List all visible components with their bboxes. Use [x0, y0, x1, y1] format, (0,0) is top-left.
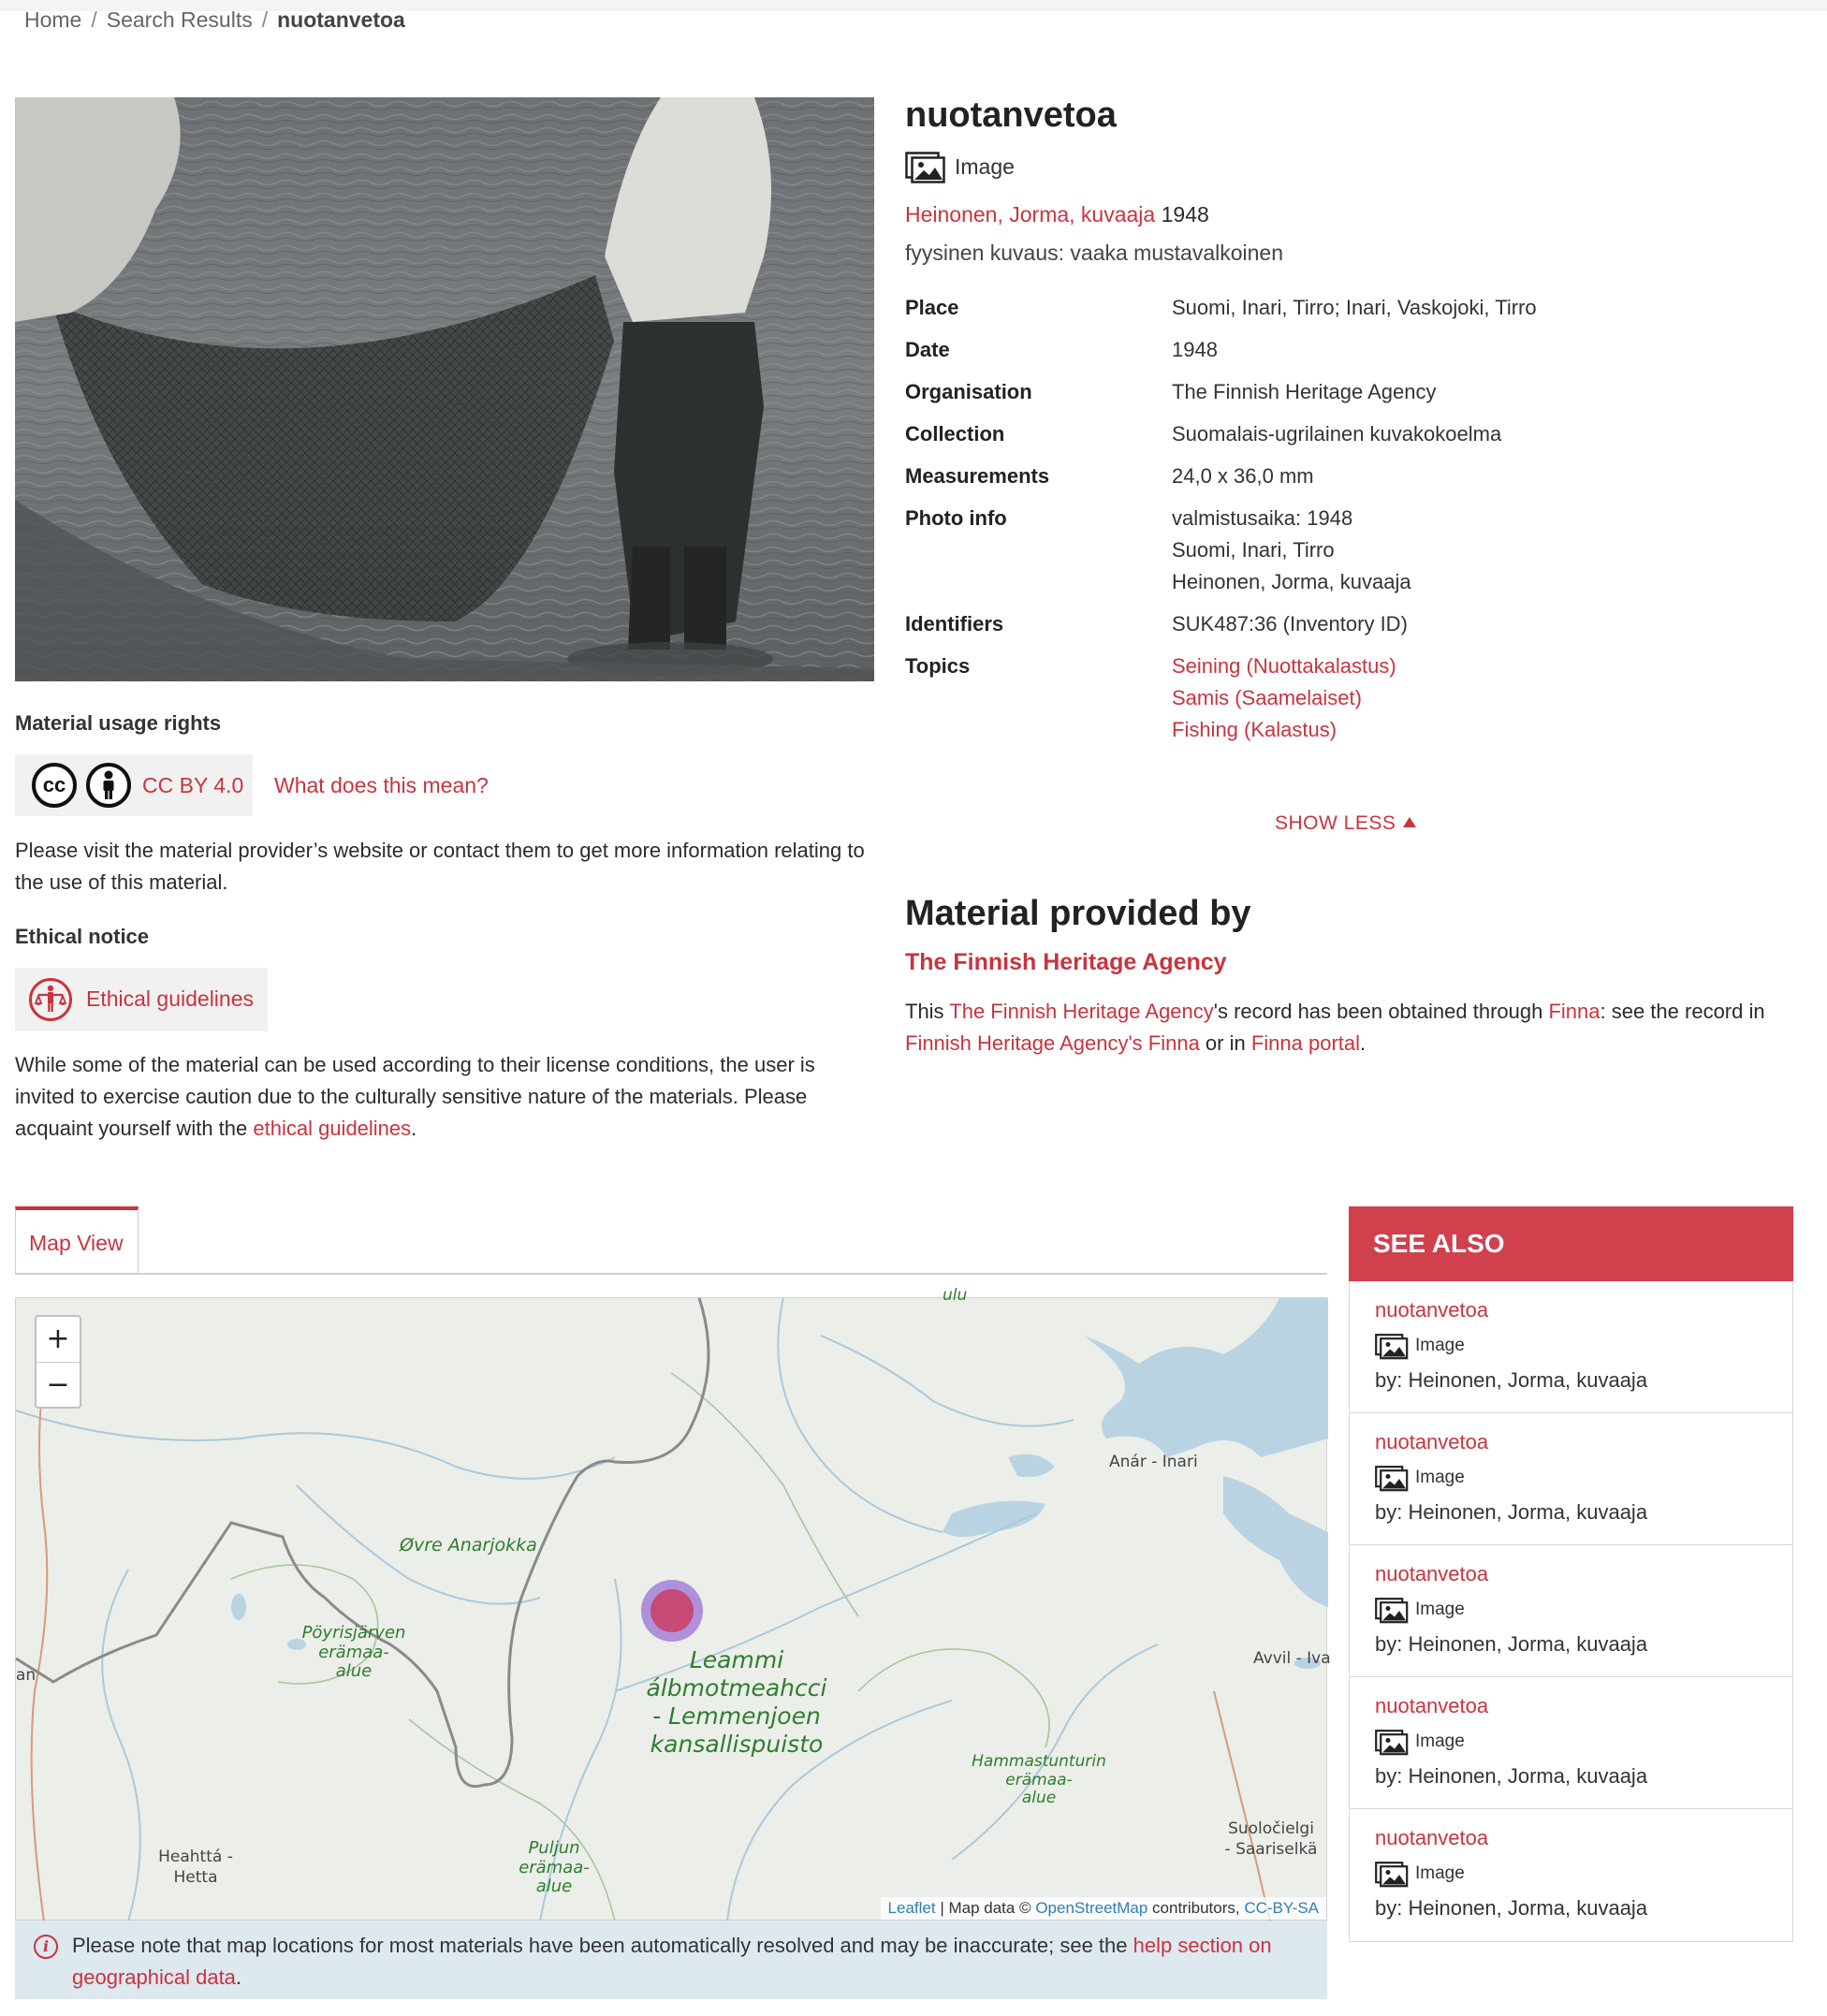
- see-also-item[interactable]: [1350, 1809, 1792, 1941]
- map-tabs: [15, 1206, 1327, 1275]
- see-also-format-label: Image: [1415, 1731, 1465, 1751]
- see-also-item[interactable]: [1350, 1413, 1792, 1545]
- map-label: Øvre Anarjokka: [400, 1535, 537, 1556]
- provider-text-part: .: [1360, 1031, 1367, 1055]
- tab-map-view-label: Map View: [29, 1231, 124, 1255]
- field-value: The Finnish Heritage Agency: [1172, 380, 1437, 403]
- field-value: 24,0 x 36,0 mm: [1172, 464, 1314, 488]
- see-also-panel: [1349, 1206, 1793, 1942]
- field-label: Topics: [905, 654, 971, 678]
- see-also-title-link[interactable]: nuotanvetoa: [1375, 1298, 1489, 1322]
- provider-text-part: or in: [1199, 1031, 1251, 1055]
- image-format-icon: [1375, 1730, 1409, 1756]
- local-finna-link[interactable]: Finnish Heritage Agency's Finna: [905, 1031, 1200, 1055]
- topic-link[interactable]: Seining (Nuottakalastus): [1172, 654, 1396, 678]
- image-format-icon: [1375, 1466, 1409, 1492]
- details-row-collection: [905, 418, 1804, 460]
- map-place-label: Anár - Inari: [1109, 1453, 1198, 1471]
- field-value: [1172, 650, 1804, 756]
- field-label: Place: [905, 296, 959, 319]
- see-also-item[interactable]: [1350, 1545, 1792, 1677]
- ethical-guidelines-label: Ethical guidelines: [86, 986, 255, 1011]
- see-also-item[interactable]: [1350, 1281, 1792, 1413]
- field-label: Organisation: [905, 380, 1032, 403]
- topic-link[interactable]: Samis (Saamelaiset): [1172, 686, 1362, 709]
- see-also-title-link[interactable]: nuotanvetoa: [1375, 1694, 1489, 1717]
- field-value: [1172, 503, 1804, 608]
- see-also-item[interactable]: [1350, 1677, 1792, 1809]
- photo-info-line: Suomi, Inari, Tirro: [1172, 538, 1335, 562]
- see-also-heading: SEE ALSO: [1349, 1206, 1793, 1281]
- photo-info-line: Heinonen, Jorma, kuvaaja: [1172, 570, 1411, 593]
- field-label: Measurements: [905, 464, 1050, 488]
- rights-note: Please visit the material provider’s website or contact them to get more information relating to the use of this material.: [15, 839, 865, 894]
- record-title: nuotanvetoa: [905, 95, 1117, 135]
- see-also-list: [1349, 1281, 1793, 1942]
- breadcrumb-separator: /: [261, 7, 269, 32]
- field-value: Suomi, Inari, Tirro; Inari, Vaskojoki, Tirro: [1172, 296, 1537, 319]
- tab-map-view[interactable]: [15, 1206, 139, 1273]
- field-value: 1948: [1172, 338, 1218, 361]
- provider-org-link[interactable]: The Finnish Heritage Agency: [905, 949, 1227, 975]
- map-label: ulu: [943, 1286, 968, 1305]
- physical-description: fyysinen kuvaus: vaaka mustavalkoinen: [905, 241, 1283, 265]
- ethical-text-end: .: [411, 1117, 417, 1140]
- see-also-author: by: Heinonen, Jorma, kuvaaja: [1375, 1896, 1648, 1920]
- provider-text-part: : see the record in: [1600, 1000, 1765, 1023]
- finna-link[interactable]: Finna: [1548, 1000, 1600, 1023]
- see-also-author: by: Heinonen, Jorma, kuvaaja: [1375, 1500, 1648, 1524]
- notice-text-part: Please note that map locations for most materials have been automatically resolved and may be inaccurate; see the: [72, 1934, 1133, 1957]
- topic-link[interactable]: Fishing (Kalastus): [1172, 718, 1337, 741]
- attribution-text: | Map data ©: [935, 1899, 1036, 1917]
- field-label: Collection: [905, 422, 1005, 446]
- image-format-icon: [1375, 1862, 1409, 1888]
- map-label: Hammastunturin erämaa- alue: [972, 1752, 1106, 1808]
- image-format-icon: [905, 152, 946, 183]
- breadcrumb-search-results[interactable]: Search Results: [106, 7, 253, 32]
- ethical-text: While some of the material can be used according to their license conditions, the user is invited to exercise caution due to the culturally sensitive nature of the materials. Please acquaint yourself with the: [15, 1053, 815, 1140]
- map-label: Puljun erämaa- alue: [519, 1838, 590, 1897]
- licence-help-link[interactable]: What does this mean?: [274, 773, 489, 797]
- leaflet-link[interactable]: Leaflet: [887, 1899, 936, 1917]
- ethical-guidelines-link[interactable]: ethical guidelines: [253, 1117, 412, 1140]
- see-also-format-label: Image: [1415, 1600, 1465, 1619]
- map-view[interactable]: [15, 1286, 1331, 1921]
- format-label: Image: [955, 154, 1015, 179]
- map-label: Leammi álbmotmeahcci - Lemmenjoen kansallispuisto: [646, 1646, 827, 1758]
- cc-icon: cc: [32, 763, 77, 808]
- show-less-button[interactable]: [1275, 812, 1416, 835]
- image-format-icon: [1375, 1334, 1409, 1360]
- provider-org-inline-link[interactable]: The Finnish Heritage Agency: [949, 1000, 1214, 1023]
- zoom-out-button[interactable]: −: [46, 1368, 70, 1401]
- breadcrumb-current: nuotanvetoa: [277, 7, 405, 32]
- attribution-text: contributors,: [1147, 1899, 1245, 1917]
- details-row-photo-info: [905, 503, 1804, 608]
- cc-by-sa-link[interactable]: CC-BY-SA: [1244, 1899, 1319, 1917]
- record-image[interactable]: [15, 97, 874, 681]
- provider-heading: Material provided by: [905, 894, 1251, 933]
- map-zoom-control: [35, 1315, 81, 1409]
- see-also-title-link[interactable]: nuotanvetoa: [1375, 1562, 1489, 1585]
- record-details-table: [905, 292, 1804, 756]
- see-also-author: by: Heinonen, Jorma, kuvaaja: [1375, 1632, 1648, 1656]
- map-place-label: an: [16, 1666, 37, 1685]
- licence-label[interactable]: CC BY 4.0: [142, 773, 244, 797]
- details-row-topics: [905, 650, 1804, 756]
- notice-text-part: .: [235, 1965, 242, 1989]
- ethical-notice-text: [15, 1049, 874, 1145]
- breadcrumb: [24, 7, 405, 33]
- map-canvas: [16, 1298, 1328, 1921]
- attribution-person-icon: [86, 763, 131, 808]
- see-also-format-label: Image: [1415, 1468, 1465, 1487]
- map-place-label: Suoločielgi - Saariselkä: [1224, 1819, 1318, 1860]
- ethical-notice-heading: Ethical notice: [15, 925, 150, 948]
- map-label: Pöyrisjärven erämaa- alue: [301, 1623, 406, 1682]
- record-author-line: [905, 202, 1209, 227]
- finna-portal-link[interactable]: Finna portal: [1250, 1031, 1361, 1055]
- see-also-format-label: Image: [1415, 1863, 1465, 1883]
- image-format-icon: [1375, 1598, 1409, 1624]
- rights-heading: Material usage rights: [15, 711, 222, 735]
- geo-help-link[interactable]: help section on geographical data: [72, 1934, 1272, 1989]
- map-place-label: Avvil - Iva: [1253, 1649, 1331, 1668]
- see-also-title-link[interactable]: nuotanvetoa: [1375, 1430, 1489, 1454]
- provider-text-part: 's record has been obtained through: [1213, 1000, 1549, 1023]
- show-less-label: SHOW LESS: [1275, 812, 1396, 834]
- details-row-place: [905, 292, 1804, 334]
- breadcrumb-home[interactable]: Home: [24, 7, 82, 32]
- map-attribution: [881, 1897, 1326, 1920]
- details-row-identifiers: [905, 608, 1804, 650]
- author-link[interactable]: Heinonen, Jorma, kuvaaja: [905, 202, 1156, 226]
- field-label: Photo info: [905, 506, 1007, 530]
- caret-up-icon: [1403, 817, 1416, 827]
- field-value: Suomalais-ugrilainen kuvakokoelma: [1172, 422, 1502, 446]
- details-row-date: [905, 334, 1804, 376]
- scales-person-icon: [28, 977, 73, 1022]
- field-label: Identifiers: [905, 612, 1004, 635]
- record-year: 1948: [1161, 202, 1209, 226]
- osm-link[interactable]: OpenStreetMap: [1035, 1899, 1148, 1917]
- field-value: SUK487:36 (Inventory ID): [1172, 612, 1408, 635]
- see-also-format-label: Image: [1415, 1336, 1465, 1355]
- zoom-in-button[interactable]: +: [37, 1317, 80, 1363]
- breadcrumb-separator: /: [91, 7, 97, 32]
- licence-badge[interactable]: [15, 754, 253, 816]
- map-accuracy-notice: [15, 1921, 1327, 1999]
- ethical-guidelines-button[interactable]: [15, 968, 268, 1031]
- provider-text: [905, 996, 1804, 1059]
- details-row-measurements: [905, 460, 1804, 503]
- provider-text-part: This: [905, 1000, 950, 1023]
- field-label: Date: [905, 338, 950, 361]
- see-also-author: by: Heinonen, Jorma, kuvaaja: [1375, 1764, 1648, 1788]
- photo-info-line: valmistusaika: 1948: [1172, 506, 1353, 530]
- see-also-author: by: Heinonen, Jorma, kuvaaja: [1375, 1368, 1648, 1392]
- info-icon: i: [34, 1935, 58, 1959]
- details-row-organisation: [905, 376, 1804, 418]
- notice-text: [72, 1930, 1317, 1994]
- map-place-label: Heahttá - Hetta: [158, 1848, 233, 1888]
- see-also-title-link[interactable]: nuotanvetoa: [1375, 1826, 1489, 1849]
